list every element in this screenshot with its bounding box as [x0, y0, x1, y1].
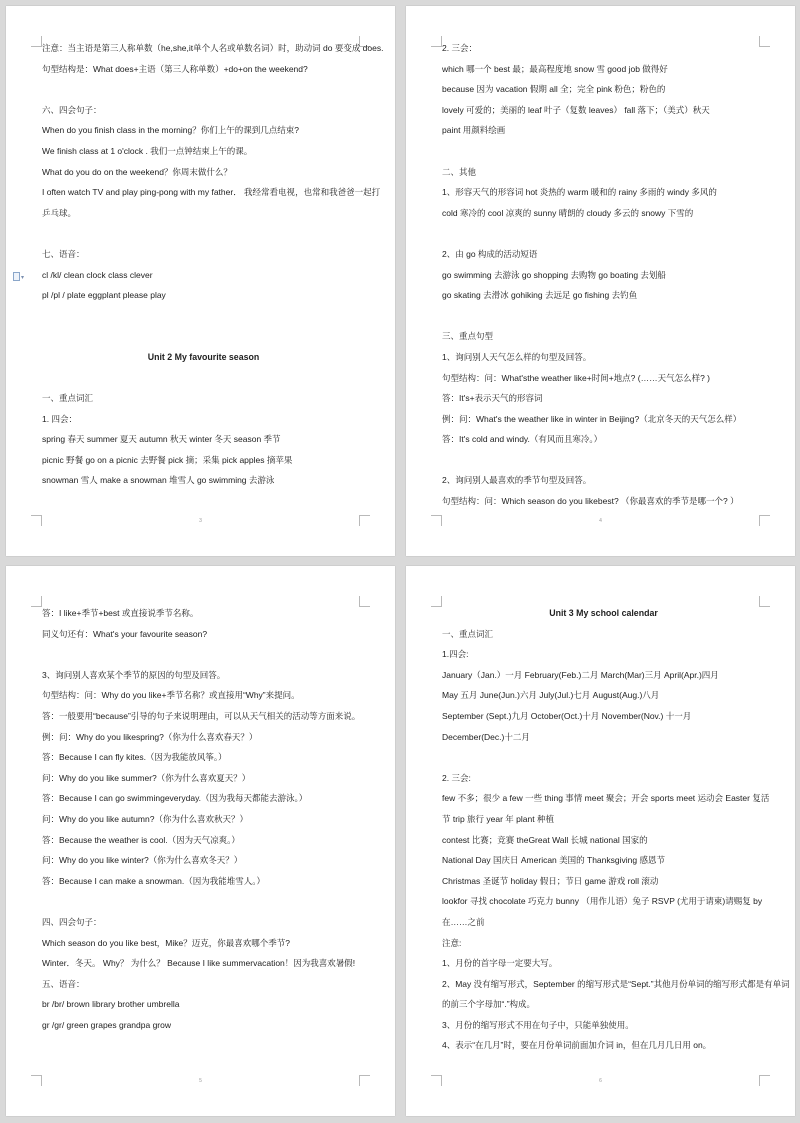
text-line: I often watch TV and play ping-pong with my father． 我经常看电视，也常和我爸爸一起打 — [42, 187, 381, 198]
section-heading: 注意: — [442, 937, 462, 948]
text-line: go skating 去滑冰 gohiking 去远足 go fishing 去钓鱼 — [442, 290, 638, 301]
text-line: 答：It's cold and windy.（有风而且寒冷。） — [442, 434, 603, 445]
page-number: 3 — [199, 518, 202, 524]
page-body — [42, 608, 365, 1040]
text-line: lookfor 寻找 chocolate 巧克力 bunny （用作儿语）兔子 RSVP (尤用于请柬)请赐复 by — [442, 896, 763, 907]
text-line: 1. 四会： — [42, 413, 77, 424]
page-body — [442, 43, 765, 517]
section-heading: 一、重点词汇 — [42, 393, 94, 404]
text-line: 1、月份的首字母一定要大写。 — [442, 958, 558, 969]
text-line: 答：Because I can fly kites.（因为我能放风筝。） — [42, 752, 227, 763]
section-heading: 一、重点词汇 — [442, 628, 494, 639]
text-line: 句型结构：问：Why do you like+季节名称？或直接用“Why”来提问。 — [42, 690, 300, 701]
document-page-6 — [406, 566, 795, 1116]
chevron-down-icon[interactable]: ▾ — [21, 275, 25, 281]
text-line — [42, 896, 365, 906]
text-line: 1、询问别人天气怎么样的句型及回答。 — [442, 351, 592, 362]
text-line: cold 寒冷的 cool 凉爽的 sunny 晴朗的 cloudy 多云的 snowy 下雪的 — [442, 207, 694, 218]
document-page-5 — [6, 566, 395, 1116]
text-line: Which season do you like best，Mike？迈克，你最喜欢哪个季节? — [42, 937, 290, 948]
text-line: 句型结构：问：Which season do you likebest? （你最喜欢的季节是哪一个? ） — [442, 496, 739, 507]
page-body — [442, 608, 790, 1061]
text-line: 答：Because I can make a snowman.（因为我能堆雪人。） — [42, 875, 265, 886]
page-number: 5 — [199, 1078, 202, 1084]
text-line: 2、询问别人最喜欢的季节句型及回答。 — [442, 475, 592, 486]
text-line: Christmas 圣诞节 holiday 假日；节日 game 游戏 roll 滚动 — [442, 875, 659, 886]
text-line — [42, 228, 365, 238]
text-line: few 不多；很少 a few 一些 thing 事情 meet 聚会；开会 sports meet 运动会 Easter 复活 — [442, 793, 770, 804]
unit-title: Unit 2 My favourite season — [147, 351, 260, 362]
text-line: 注意：当主语是第三人称单数（he,she,it单个人名或单数名词）时，助动词 do 要变成 does. — [42, 43, 384, 53]
text-line: September (Sept.)九月 October(Oct.)十月 November(Nov.) 十一月 — [442, 710, 692, 721]
text-line: snowman 雪人 make a snowman 堆雪人 go swimming 去游泳 — [42, 475, 275, 486]
text-line: National Day 国庆日 American 美国的 Thanksgiving 感恩节 — [442, 855, 665, 866]
section-heading: 六、四会句子： — [42, 104, 102, 115]
text-line: 1、形容天气的形容词 hot 炎热的 warm 暖和的 rainy 多雨的 windy 多风的 — [442, 187, 717, 198]
text-line: 答：Because I can go swimmingeveryday.（因为我每天都能去游泳。） — [42, 793, 308, 804]
text-line: 句型结构是：What does+主语（第三人称单数）+do+on the weekend? — [42, 63, 308, 74]
text-line: 问：Why do you like summer?（你为什么喜欢夏天？） — [42, 772, 251, 783]
page-body — [42, 43, 384, 496]
text-line: 例：问：Why do you likespring?（你为什么喜欢春天？） — [42, 731, 258, 742]
document-page-4 — [406, 6, 795, 556]
section-heading: 2. 三会： — [442, 43, 477, 53]
text-line: Winter．冬天。 Why？ 为什么？ Because I like summervacation！因为我喜欢暑假! — [42, 958, 356, 969]
text-line: 答：Because the weather is cool.（因为天气凉爽。） — [42, 834, 240, 845]
text-line: 4、表示“在几月”时，要在月份单词前面加介词 in，但在几月几日用 on。 — [442, 1040, 712, 1051]
text-line — [42, 649, 365, 659]
text-line — [42, 84, 365, 94]
text-line — [442, 228, 765, 238]
text-line: 问：Why do you like autumn?（你为什么喜欢秋天？） — [42, 813, 248, 824]
text-line — [42, 331, 365, 341]
page-corner-mark — [431, 36, 442, 47]
text-line: 答：It's+表示天气的形容词 — [442, 393, 543, 404]
text-line — [442, 752, 765, 762]
text-line: 2、May 没有缩写形式，September 的缩写形式是“Sept.”其他月份单词的缩写形式都是有单词 — [442, 978, 790, 989]
text-line: May 五月 June(Jun.)六月 July(Jul.)七月 August(Aug.)八月 — [442, 690, 660, 701]
section-heading: 3、询问别人喜欢某个季节的原因的句型及回答。 — [42, 669, 226, 680]
text-line: picnic 野餐 go on a picnic 去野餐 pick 摘；采集 pick apples 摘苹果 — [42, 454, 293, 465]
text-line: 例：问：What's the weather like in winter in Beijing?（北京冬天的天气怎么样） — [442, 413, 742, 424]
text-line: lovely 可爱的；美丽的 leaf 叶子（复数 leaves） fall 落下；（美式）秋天 — [442, 104, 710, 115]
document-page-3 — [6, 6, 395, 556]
text-line: br /br/ brown library brother umbrella — [42, 999, 180, 1010]
section-heading: 七、语音： — [42, 248, 85, 259]
text-line: 句型结构：问：What'sthe weather like+时间+地点? (……天气怎么样? ) — [442, 372, 711, 383]
text-line: 的前三个字母加“.”构成。 — [442, 999, 536, 1010]
section-heading: 五、语音： — [42, 978, 85, 989]
text-line: January（Jan.）一月 February(Feb.)二月 March(Mar)三月 April(Apr.)四月 — [442, 669, 719, 680]
text-line — [442, 455, 765, 465]
section-heading: 2. 三会: — [442, 772, 471, 783]
page-corner-mark — [31, 596, 42, 607]
text-line: contest 比赛；竞赛 theGreat Wall 长城 national 国家的 — [442, 834, 648, 845]
page-number: 6 — [599, 1078, 602, 1084]
text-line: 答：一般要用“because”引导的句子来说明理由，可以从天气相关的活动等方面来说。 — [42, 710, 361, 721]
text-line: 1.四会: — [442, 649, 469, 660]
text-line: go swimming 去游泳 go shopping 去购物 go boating 去划船 — [442, 269, 666, 280]
text-line: which 哪一个 best 最；最高程度地 snow 雪 good job 做得好 — [442, 63, 668, 74]
text-line — [42, 373, 365, 383]
unit-title: Unit 3 My school calendar — [549, 608, 658, 618]
text-line: pl /pl / plate eggplant please play — [42, 290, 166, 301]
page-corner-mark — [31, 36, 42, 47]
page-corner-mark — [759, 596, 770, 607]
text-line — [442, 146, 765, 156]
text-line: because 因为 vacation 假期 all 全；完全 pink 粉色；粉色的 — [442, 84, 666, 95]
text-line: 3、月份的缩写形式不用在句子中，只能单独使用。 — [442, 1019, 634, 1030]
text-line: 节 trip 旅行 year 年 plant 种植 — [442, 813, 554, 824]
text-line: 同义句还有：What's your favourite season? — [42, 628, 208, 639]
text-line: 在……之前 — [442, 916, 485, 927]
text-line: paint 用颜料绘画 — [442, 125, 506, 136]
text-line: gr /gr/ green grapes grandpa grow — [42, 1019, 171, 1030]
page-corner-mark — [431, 596, 442, 607]
text-line — [442, 311, 765, 321]
page-number: 4 — [599, 518, 602, 524]
text-line — [42, 311, 365, 321]
text-line: When do you finish class in the morning？你们上午的课到几点结束? — [42, 125, 299, 136]
text-line: spring 春天 summer 夏天 autumn 秋天 winter 冬天 season 季节 — [42, 434, 281, 445]
text-line: cl /kl/ clean clock class clever — [42, 269, 153, 280]
comment-marker-icon[interactable] — [13, 272, 20, 281]
text-line: 答：I like+季节+best 或直接说季节名称。 — [42, 608, 199, 618]
section-heading: 三、重点句型 — [442, 331, 494, 342]
section-heading: 四、四会句子： — [42, 916, 102, 927]
text-line: We finish class at 1 o'clock . 我们一点钟结束上午的课。 — [42, 145, 253, 156]
text-line: 问：Why do you like winter?（你为什么喜欢冬天？） — [42, 855, 243, 866]
text-line: 乒乓球。 — [42, 207, 77, 218]
text-line: What do you do on the weekend？你周末做什么？ — [42, 166, 232, 177]
page-corner-mark — [359, 596, 370, 607]
section-heading: 二、其他 — [442, 166, 477, 177]
text-line: 2、由 go 构成的活动短语 — [442, 248, 538, 259]
text-line: December(Dec.)十二月 — [442, 731, 530, 742]
